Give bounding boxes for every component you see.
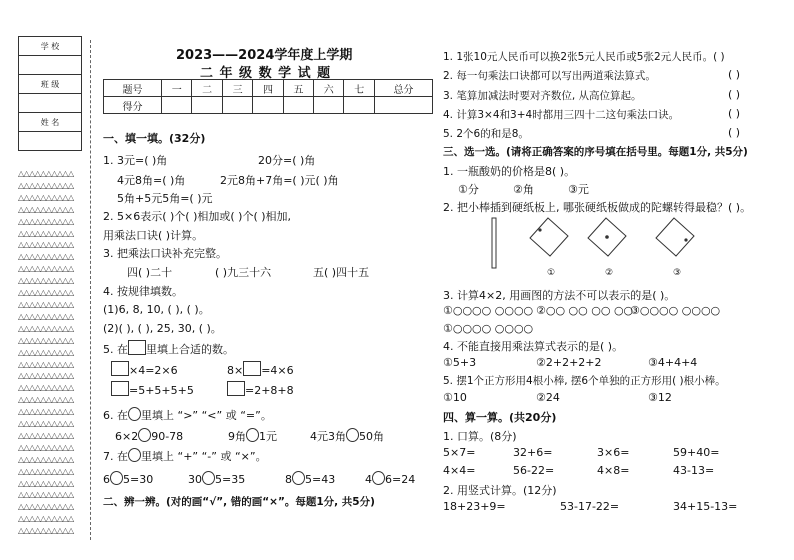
q1-item: 4元8角=( )角 xyxy=(117,174,186,187)
triangle-row: △△△△△△△△△△ xyxy=(18,466,74,476)
triangle-row: △△△△△△△△△△ xyxy=(18,299,74,309)
triangle-row: △△△△△△△△△△ xyxy=(18,240,74,250)
answer-circle[interactable] xyxy=(246,428,259,442)
score-input[interactable] xyxy=(222,97,252,114)
triangle-row: △△△△△△△△△△ xyxy=(18,288,74,298)
circle-symbol xyxy=(128,448,141,462)
triangle-row: △△△△△△△△△△ xyxy=(18,442,74,452)
score-cell: 六 xyxy=(314,80,344,97)
q3-item: 四( )二十 xyxy=(127,266,173,279)
board-3-icon xyxy=(656,218,694,256)
exam-year-title: 2023——2024学年度上学期 xyxy=(176,48,353,63)
triangle-row: △△△△△△△△△△ xyxy=(18,359,74,369)
q7-item: 4 6=24 xyxy=(365,473,416,486)
calc-item: 4×8= xyxy=(597,464,630,477)
board-label: ③ xyxy=(673,268,682,278)
fold-line xyxy=(90,40,91,540)
triangle-row: △△△△△△△△△△ xyxy=(18,311,74,321)
choice-3-option-cont: ①○○○○ ○○○○ xyxy=(443,322,534,335)
score-table xyxy=(103,79,433,114)
q6-item: 9角 1元 xyxy=(228,430,277,443)
oral-calc-heading: 1. 口算。(8分) xyxy=(443,430,517,443)
choice-1: 1. 一瓶酸奶的价格是8( )。 xyxy=(443,165,576,178)
spinning-top-figure xyxy=(480,212,720,282)
score-cell: 一 xyxy=(162,80,192,97)
judge-item-1: 1. 1张10元人民币可以换2张5元人民币或5张2元人民币。( ) xyxy=(443,51,725,63)
score-cell: 总分 xyxy=(374,80,432,97)
score-cell: 五 xyxy=(283,80,313,97)
q5-item: =5+5+5+5 xyxy=(111,381,194,397)
answer-paren[interactable]: ( ) xyxy=(728,68,741,81)
board-1-icon xyxy=(530,218,568,256)
triangle-row: △△△△△△△△△△ xyxy=(18,526,74,536)
class-field[interactable] xyxy=(19,94,82,113)
section-1-heading: 一、填一填。(32分) xyxy=(103,132,206,145)
triangle-row: △△△△△△△△△△ xyxy=(18,478,74,488)
answer-circle[interactable] xyxy=(110,471,123,485)
stick-icon xyxy=(492,218,496,268)
hole-2-icon xyxy=(605,235,609,239)
score-cell: 七 xyxy=(344,80,374,97)
triangle-row: △△△△△△△△△△ xyxy=(18,180,74,190)
judge-item-5: 5. 2个6的和是8。 xyxy=(443,128,529,140)
judge-item-4: 4. 计算3×4和3+4时都用三四十二这句乘法口诀。 xyxy=(443,109,680,121)
calc-item: 34+15-13= xyxy=(673,500,738,513)
choice-4-option: ③4+4+4 xyxy=(648,356,698,369)
board-label: ② xyxy=(605,268,614,278)
section-4-heading: 四、算一算。(共20分) xyxy=(443,411,557,424)
triangle-row: △△△△△△△△△△ xyxy=(18,169,74,178)
choice-1-option: ③元 xyxy=(568,183,589,196)
triangle-row: △△△△△△△△△△ xyxy=(18,430,74,440)
choice-1-option: ①分 xyxy=(458,183,479,196)
choice-3-option: ①○○○○ ○○○○ xyxy=(443,304,534,317)
choice-4-option: ①5+3 xyxy=(443,356,477,369)
answer-paren[interactable]: ( ) xyxy=(728,88,741,101)
calc-item: 43-13= xyxy=(673,464,715,477)
triangle-row: △△△△△△△△△△ xyxy=(18,502,74,512)
calc-item: 59+40= xyxy=(673,446,720,459)
choice-3-option: ②○○ ○○ ○○ ○○ xyxy=(536,304,634,317)
q2-line: 用乘法口诀( )计算。 xyxy=(103,229,204,242)
q5-item: =2+8+8 xyxy=(227,381,294,397)
choice-1-option: ②角 xyxy=(513,183,534,196)
q5-item: 8× =4×6 xyxy=(227,361,294,377)
choice-4-option: ②2+2+2+2 xyxy=(536,356,602,369)
q7-item: 8 5=43 xyxy=(285,473,336,486)
answer-paren[interactable]: ( ) xyxy=(728,126,741,139)
triangle-row: △△△△△△△△△△ xyxy=(18,407,74,417)
name-label: 姓 名 xyxy=(19,113,82,132)
score-input[interactable] xyxy=(344,97,374,114)
hole-1-icon xyxy=(538,228,541,231)
q6-item: 4元3角 50角 xyxy=(310,430,384,443)
triangle-row: △△△△△△△△△△ xyxy=(18,383,74,393)
triangle-row: △△△△△△△△△△ xyxy=(18,323,74,333)
answer-box[interactable] xyxy=(227,381,245,396)
calc-item: 53-17-22= xyxy=(560,500,620,513)
circle-symbol xyxy=(128,407,141,421)
q7-item: 6 5=30 xyxy=(103,473,154,486)
answer-box[interactable] xyxy=(111,361,129,376)
choice-3-option: ③○○○○ ○○○○ xyxy=(630,304,721,317)
board-label: ① xyxy=(547,268,556,278)
answer-box[interactable] xyxy=(243,361,261,376)
answer-paren[interactable]: ( ) xyxy=(728,107,741,120)
hole-3-icon xyxy=(684,238,687,241)
triangle-row: △△△△△△△△△△ xyxy=(18,514,74,524)
judge-item-2: 2. 每一句乘法口诀都可以写出两道乘法算式。 xyxy=(443,70,656,82)
answer-circle[interactable] xyxy=(138,428,151,442)
score-cell: 得分 xyxy=(104,97,162,114)
triangle-row: △△△△△△△△△△ xyxy=(18,276,74,286)
name-field[interactable] xyxy=(19,132,82,151)
choice-5-option: ②24 xyxy=(536,391,560,404)
q4-heading: 4. 按规律填数。 xyxy=(103,285,183,298)
box-symbol xyxy=(128,340,146,355)
choice-4: 4. 不能直接用乘法算式表示的是( )。 xyxy=(443,340,624,353)
triangle-row: △△△△△△△△△△ xyxy=(18,371,74,381)
q5-item: ×4=2×6 xyxy=(111,361,178,377)
q4-item: (1)6, 8, 10, ( ), ( )。 xyxy=(103,303,210,316)
exam-title: 二 年 级 数 学 试 题 xyxy=(200,66,332,81)
triangle-row: △△△△△△△△△△ xyxy=(18,252,74,262)
triangle-row: △△△△△△△△△△ xyxy=(18,490,74,500)
section-2-heading: 二、辨一辨。(对的画“√”, 错的画“×”。每题1分, 共5分) xyxy=(103,496,375,508)
q7-heading: 7. 在 里填上 “+” “-” 或 “×”。 xyxy=(103,450,267,463)
calc-item: 4×4= xyxy=(443,464,476,477)
triangle-border xyxy=(18,168,82,538)
score-cell: 二 xyxy=(192,80,222,97)
triangle-row: △△△△△△△△△△ xyxy=(18,454,74,464)
triangle-row: △△△△△△△△△△ xyxy=(18,264,74,274)
calc-item: 3×6= xyxy=(597,446,630,459)
q1-item: 2元8角+7角=( )元( )角 xyxy=(220,174,339,187)
choice-3: 3. 计算4×2, 用画图的方法不可以表示的是( )。 xyxy=(443,289,676,302)
q5-heading: 5. 在 里填上合适的数。 xyxy=(103,340,234,357)
student-info-table xyxy=(18,36,82,151)
triangle-row: △△△△△△△△△△ xyxy=(18,395,74,405)
q1-item: 1. 3元=( )角 xyxy=(103,154,168,167)
calc-item: 32+6= xyxy=(513,446,553,459)
q6-heading: 6. 在 里填上 “>” “<” 或 “=”。 xyxy=(103,409,272,422)
score-cell: 三 xyxy=(222,80,252,97)
q2-line: 2. 5×6表示( )个( )相加或( )个( )相加, xyxy=(103,210,292,223)
answer-box[interactable] xyxy=(111,381,129,396)
answer-circle[interactable] xyxy=(202,471,215,485)
triangle-row: △△△△△△△△△△ xyxy=(18,347,74,357)
school-field[interactable] xyxy=(19,56,82,75)
school-label: 学 校 xyxy=(19,37,82,56)
score-value-row xyxy=(104,97,433,114)
score-input[interactable] xyxy=(192,97,222,114)
answer-circle[interactable] xyxy=(346,428,359,442)
section-3-heading: 三、选一选。(请将正确答案的序号填在括号里。每题1分, 共5分) xyxy=(443,146,748,158)
triangle-row: △△△△△△△△△△ xyxy=(18,419,74,429)
choice-5-option: ①10 xyxy=(443,391,467,404)
triangle-row: △△△△△△△△△△ xyxy=(18,228,74,238)
score-cell: 题号 xyxy=(104,80,162,97)
q1-item: 20分=( )角 xyxy=(258,154,316,167)
score-cell: 四 xyxy=(253,80,283,97)
choice-5: 5. 摆1个正方形用4根小棒, 摆6个单独的正方形用( )根小棒。 xyxy=(443,375,726,387)
calc-item: 18+23+9= xyxy=(443,500,506,513)
judge-item-3: 3. 笔算加减法时要对齐数位, 从高位算起。 xyxy=(443,90,642,102)
q6-item: 6×2 90-78 xyxy=(115,430,184,443)
answer-circle[interactable] xyxy=(292,471,305,485)
triangle-row: △△△△△△△△△△ xyxy=(18,335,74,345)
q4-item: (2)( ), ( ), 25, 30, ( )。 xyxy=(103,322,222,335)
q1-item: 5角+5元5角=( )元 xyxy=(117,192,213,205)
q3-item: ( )九三十六 xyxy=(215,266,272,279)
triangle-row: △△△△△△△△△△ xyxy=(18,204,74,214)
score-header-row xyxy=(104,80,433,97)
score-input[interactable] xyxy=(314,97,344,114)
choice-5-option: ③12 xyxy=(648,391,672,404)
triangle-row: △△△△△△△△△△ xyxy=(18,216,74,226)
vertical-calc-heading: 2. 用竖式计算。(12分) xyxy=(443,484,557,497)
score-input[interactable] xyxy=(253,97,283,114)
triangle-row: △△△△△△△△△△ xyxy=(18,192,74,202)
q3-item: 五( )四十五 xyxy=(313,266,370,279)
class-label: 班 级 xyxy=(19,75,82,94)
q3-heading: 3. 把乘法口诀补充完整。 xyxy=(103,247,227,260)
q7-item: 30 5=35 xyxy=(188,473,246,486)
score-input[interactable] xyxy=(374,97,432,114)
answer-circle[interactable] xyxy=(372,471,385,485)
calc-item: 5×7= xyxy=(443,446,476,459)
score-input[interactable] xyxy=(283,97,313,114)
calc-item: 56-22= xyxy=(513,464,555,477)
choice-2: 2. 把小棒插到硬纸板上, 哪张硬纸板做成的陀螺转得最稳？( )。 xyxy=(443,201,752,214)
score-input[interactable] xyxy=(162,97,192,114)
